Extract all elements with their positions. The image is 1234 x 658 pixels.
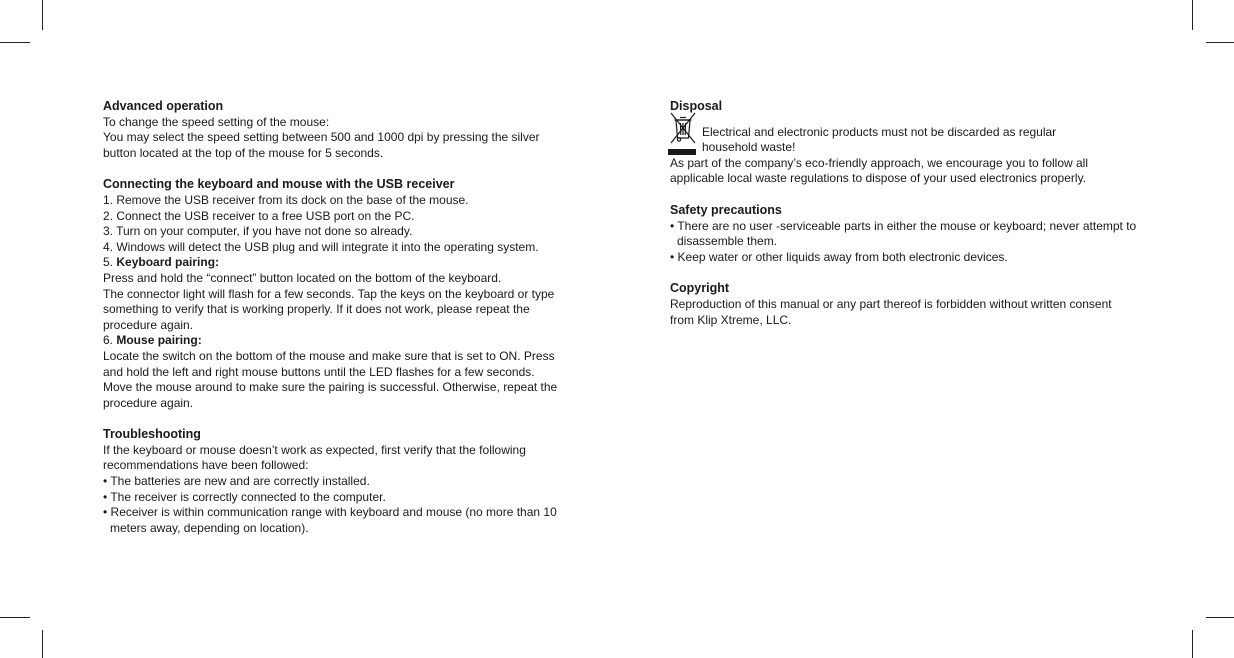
mouse-pairing-label: Mouse pairing: [116, 333, 202, 348]
bullet-continuation: meters away, depending on location). [110, 520, 309, 535]
text-line: Electrical and electronic products must not be discarded as regular [702, 124, 1057, 139]
bullet-line: • Keep water or other liquids away from both electronic devices. [670, 249, 1008, 264]
crop-mark [42, 630, 43, 658]
crop-mark [0, 617, 30, 618]
advanced-operation-heading: Advanced operation [103, 99, 224, 113]
crop-mark [42, 0, 43, 30]
text-line: procedure again. [103, 395, 194, 410]
safety-heading: Safety precautions [670, 202, 782, 217]
bullet-line: • There are no user -serviceable parts in either the mouse or keyboard; never attempt to [670, 218, 1137, 233]
bullet-line: • The batteries are new and are correctly installed. [103, 474, 370, 489]
step-line: 2. Connect the USB receiver to a free USB port on the PC. [103, 208, 415, 223]
text-line: Locate the switch on the bottom of the mouse and make sure that is set to ON. Press [103, 348, 555, 363]
crop-mark [1192, 630, 1193, 658]
disposal-symbol-block [670, 125, 1145, 156]
keyboard-pairing-title [103, 255, 578, 271]
text-line: household waste! [702, 140, 796, 155]
keyboard-pairing-label: Keyboard pairing: [116, 255, 220, 270]
text-line: and hold the left and right mouse buttons until the LED flashes for a few seconds. [103, 364, 535, 379]
text-line: something to verify that is working properly. If it does not work, please repeat the [103, 302, 530, 317]
text-line: Press and hold the “connect” button located on the bottom of the keyboard. [103, 270, 502, 285]
step-line: 1. Remove the USB receiver from its dock on the base of the mouse. [103, 192, 469, 207]
text-line: Move the mouse around to make sure the pairing is successful. Otherwise, repeat the [103, 380, 558, 395]
connecting-heading: Connecting the keyboard and mouse with the USB receiver [103, 177, 455, 192]
text-line: If the keyboard or mouse doesn’t work as expected, first verify that the following [103, 442, 526, 457]
crop-mark [1206, 617, 1234, 618]
text-line: recommendations have been followed: [103, 458, 309, 473]
disposal-heading: Disposal [670, 99, 723, 113]
text-line: applicable local waste regulations to dispose of your used electronics properly. [670, 171, 1087, 186]
text-line: from Klip Xtreme, LLC. [670, 312, 792, 327]
step-line: 3. Turn on your computer, if you have not done so already. [103, 224, 413, 239]
bullet-continuation: disassemble them. [677, 234, 778, 249]
text-line: The connector light will flash for a few seconds. Tap the keys on the keyboard or type [103, 286, 555, 301]
step-number: 6. [103, 333, 114, 348]
crop-mark [1192, 0, 1193, 30]
crossed-out-wheelie-bin-icon [668, 111, 698, 157]
text-line: You may select the speed setting between 500 and 1000 dpi by pressing the silver [103, 130, 540, 145]
text-line: To change the speed setting of the mouse: [103, 114, 330, 129]
text-line: Reproduction of this manual or any part thereof is forbidden without written consent [670, 296, 1112, 311]
right-column [670, 99, 1145, 328]
step-number: 5. [103, 255, 114, 270]
step-line: 4. Windows will detect the USB plug and will integrate it into the operating system. [103, 239, 539, 254]
text-line: procedure again. [103, 317, 194, 332]
copyright-heading: Copyright [670, 281, 730, 296]
bullet-line: • The receiver is correctly connected to the computer. [103, 489, 386, 504]
text-line: As part of the company’s eco-friendly approach, we encourage you to follow all [670, 155, 1089, 170]
troubleshooting-heading: Troubleshooting [103, 427, 201, 442]
mouse-pairing-title [103, 333, 578, 349]
left-column [103, 99, 578, 536]
crop-mark [0, 42, 30, 43]
crop-mark [1206, 42, 1234, 43]
text-line: button located at the top of the mouse for 5 seconds. [103, 145, 384, 160]
bullet-line: • Receiver is within communication range with keyboard and mouse (no more than 10 [103, 505, 557, 520]
